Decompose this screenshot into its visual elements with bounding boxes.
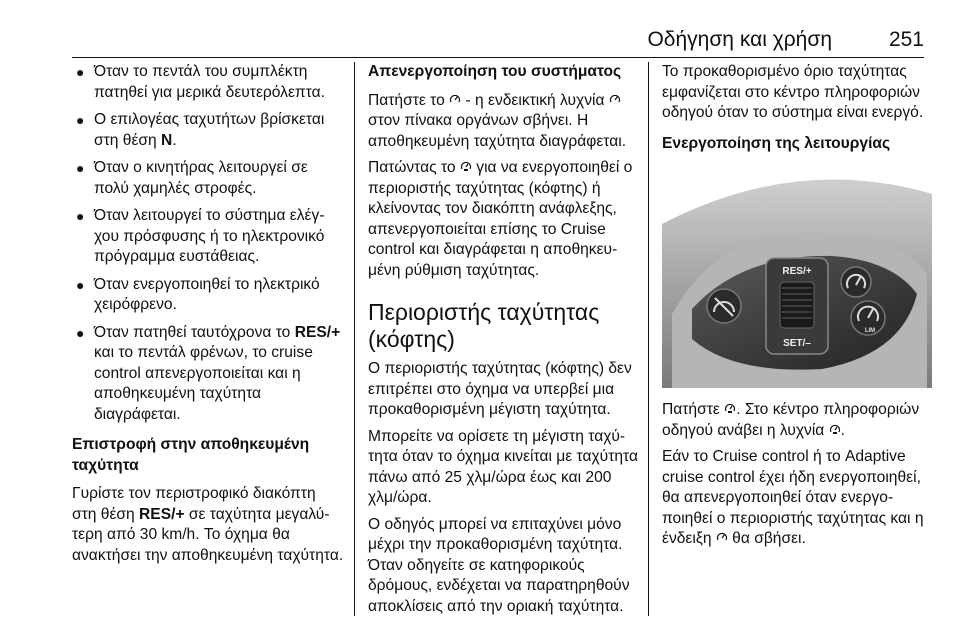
paragraph: Ο οδηγός μπορεί να επιταχύνει μόνο μέχρι την προκαθορισμένη ταχύτητα. Όταν οδηγείτε σε κατηφορικούς δρόμους, ενδέχεται να παρατηρηθούν αποκλίσεις από την οριακή ταχύτητα. (368, 515, 630, 615)
column-2 (368, 62, 640, 623)
paragraph: Το προκαθορισμένο όριο ταχύτητας εμφανίζεται στο κέντρο πληροφοριών οδηγού όταν το σύστημα είναι ενεργό. (662, 63, 924, 121)
speedometer-arrow-icon (716, 529, 728, 550)
paragraph: Γυρίστε τον περιστροφικό διακόπτη στη θέση RES/+ σε ταχύτητα μεγαλύτερη από 30 km/h. Το όχημα θα ανακτήσει την αποθηκευμένη ταχύτητα. (72, 485, 344, 564)
set-label: SET/– (783, 338, 811, 349)
page-header (0, 24, 960, 54)
column-3 (662, 62, 932, 556)
paragraph: Μπορείτε να ορίσετε τη μέγιστη ταχύτητα όταν το όχημα κινείται με ταχύτητα πάνω από 25 χλμ/ώρα έως και 200 χλμ/ώρα. (368, 427, 638, 506)
page-number: 251 (888, 28, 924, 51)
speedometer-limiter-icon (829, 421, 841, 442)
bullet-list (72, 62, 344, 425)
speedometer-limiter-icon (460, 158, 472, 179)
list-item: ● Ο επιλογέας ταχυτήτων βρίσκεται στη θέση N. (76, 111, 325, 149)
section-heading-resume: Επιστροφή στην αποθηκευμένη ταχύτητα (72, 436, 310, 474)
paragraph: Πατώντας το για να ενεργοποιηθεί ο περιοριστής ταχύτητας (κόφτης) ή κλείνοντας τον διακόπτη ανάφλεξης, απενεργοποιείται επίσης το Cruise control και διαγράφεται η αποθηκευμένη ρύθμιση ταχύτητας. (368, 159, 633, 279)
list-item: ● Όταν ο κινητήρας λειτουργεί σε πολύ χαμηλές στροφές. (76, 159, 308, 197)
speedometer-arrow-icon (609, 91, 621, 112)
column-divider-1 (354, 62, 355, 616)
res-label: RES/+ (782, 266, 812, 277)
list-item: ● Όταν πατηθεί ταυτόχρονα το RES/+ και το πεντάλ φρένων, το cruise control απενεργοποιείται και η αποθηκευμένη ταχύτητα διαγράφεται. (76, 323, 341, 423)
paragraph: Ο περιοριστής ταχύτητας (κόφτης) δεν επιτρέπει στο όχημα να υπερβεί μια προκαθορισμένη μέγιστη ταχύτητα. (368, 360, 632, 418)
steering-wheel-controls-figure (662, 164, 932, 388)
paragraph: Πατήστε . Στο κέντρο πληροφοριών οδηγού ανάβει η λυχνία . (662, 400, 932, 441)
section-heading-limiter: Περιοριστής ταχύτητας (κόφτης) (368, 299, 600, 352)
section-heading-activate: Ενεργοποίηση της λειτουργίας (662, 134, 891, 152)
header-divider (72, 57, 924, 58)
paragraph: Εάν το Cruise control ή το Adaptive cruise control έχει ήδη ενεργοποιηθεί, θα απενεργοποιηθεί όταν ενεργοποιηθεί ο περιοριστής ταχύτητας και η ένδειξη θα σβήσει. (662, 447, 932, 550)
section-heading-deactivate: Απενεργοποίηση του συστήματος (368, 63, 622, 80)
list-item: ● Όταν το πεντάλ του συμπλέκτη πατηθεί για μερικά δευτερόλεπτα. (76, 63, 325, 101)
cruise-cancel-button (707, 289, 741, 323)
list-item: ● Όταν ενεργοποιηθεί το ηλεκτρικό χειρόφρενο. (76, 275, 320, 313)
running-title: Οδήγηση και χρήση (647, 28, 832, 51)
res-set-roller (766, 258, 828, 354)
paragraph: Πατήστε το - η ενδεικτική λυχνία στον πίνακα οργάνων σβήνει. Η αποθηκευμένη ταχύτητα διαγράφεται. (368, 91, 627, 150)
speedometer-arrow-icon (449, 91, 461, 112)
limiter-button (851, 301, 885, 335)
cruise-on-button (841, 267, 871, 297)
list-item: ● Όταν λειτουργεί το σύστημα ελέγχου πρόσφυσης ή το ηλεκτρονικό πρόγραμμα ευστάθειας. (76, 207, 325, 265)
speedometer-limiter-icon (724, 400, 736, 421)
column-1 (72, 62, 344, 572)
column-divider-2 (648, 62, 649, 616)
lim-label: LIM (864, 328, 876, 334)
